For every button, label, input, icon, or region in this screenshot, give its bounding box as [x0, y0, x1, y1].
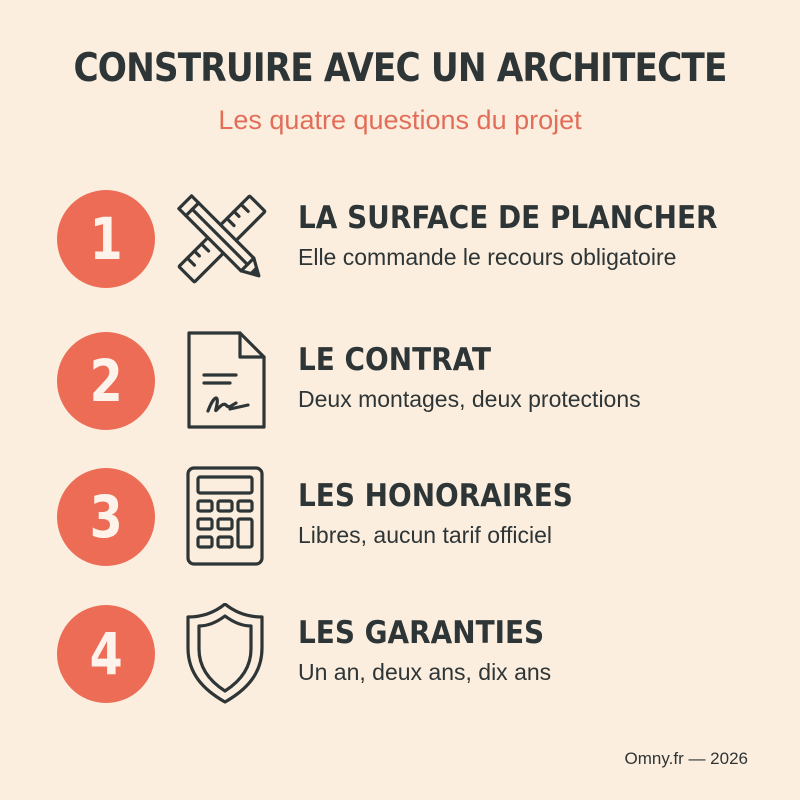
number-badge: 4 — [57, 605, 155, 703]
list-item-contrat — [0, 332, 800, 442]
number-badge: 1 — [57, 190, 155, 288]
item-heading: LES HONORAIRES — [298, 478, 573, 514]
number-badge: 2 — [57, 332, 155, 430]
calculator-icon — [172, 466, 272, 568]
item-description: Libres, aucun tarif officiel — [298, 522, 552, 548]
number-badge: 3 — [57, 468, 155, 566]
item-heading: LES GARANTIES — [298, 615, 545, 651]
list-item-honoraires — [0, 468, 800, 578]
item-description: Elle commande le recours obligatoire — [298, 244, 677, 270]
page-subtitle: Les quatre questions du projet — [218, 105, 582, 135]
item-description: Deux montages, deux protections — [298, 386, 641, 412]
item-heading: LE CONTRAT — [298, 342, 492, 378]
signed-contract-icon — [172, 330, 272, 432]
list-item-garanties — [0, 605, 800, 715]
shield-icon — [172, 603, 272, 705]
footer-credit: Omny.fr — 2026 — [624, 749, 748, 768]
ruler-pencil-icon — [172, 188, 272, 290]
item-heading: LA SURFACE DE PLANCHER — [298, 200, 718, 236]
list-item-surface — [0, 190, 800, 300]
item-description: Un an, deux ans, dix ans — [298, 659, 552, 685]
page-title: CONSTRUIRE AVEC UN ARCHITECTE — [73, 46, 727, 91]
